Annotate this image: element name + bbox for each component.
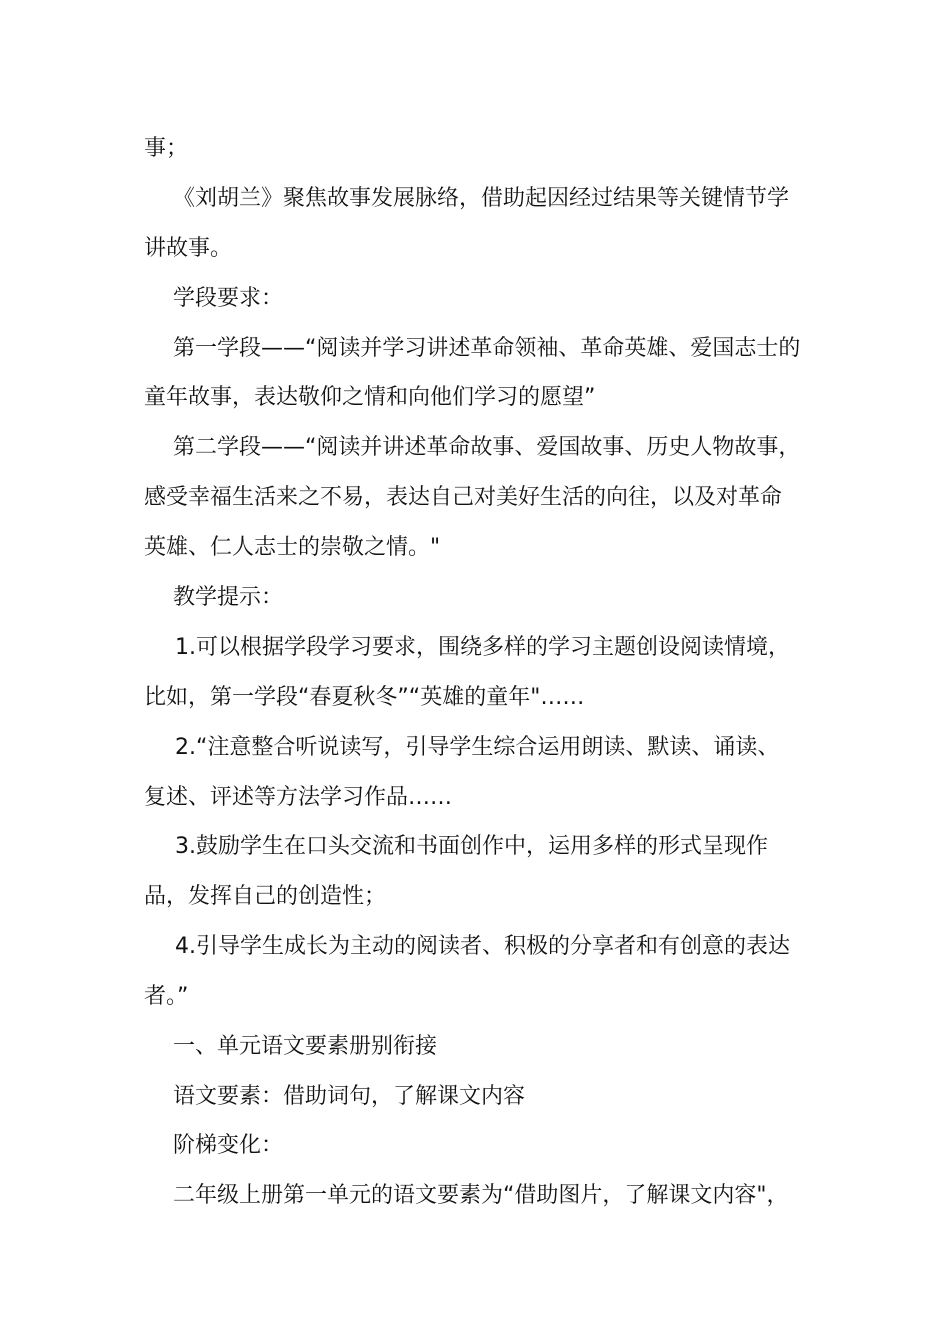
text-line: 比如，第一学段“春夏秋冬”“英雄的童年"…… — [144, 685, 585, 710]
paragraph-liuhulan: 《刘胡兰》聚焦故事发展脉络，借助起因经过结果等关键情节学 — [173, 186, 790, 211]
heading-ladder-change: 阶梯变化： — [173, 1133, 284, 1158]
paragraph-language-elements: 语文要素：借助词句，了解课文内容 — [173, 1084, 526, 1109]
text-line: 讲故事。 — [144, 236, 233, 261]
text-line: 感受幸福生活来之不易，表达自己对美好生活的向往，以及对革命 — [144, 485, 783, 510]
text-line: 童年故事，表达敬仰之情和向他们学习的愿望” — [144, 385, 596, 410]
text-line: 复述、评述等方法学习作品…… — [144, 785, 453, 810]
text-line: 者。” — [144, 984, 189, 1009]
paragraph-first-stage: 第一学段——“阅读并学习讲述革命领袖、革命英雄、爱国志士的 — [173, 336, 801, 361]
list-item-4: 4.引导学生成长为主动的阅读者、积极的分享者和有创意的表达 — [175, 934, 790, 959]
text-line: 品，发挥自己的创造性； — [144, 884, 387, 909]
text-line-continuation: 事； — [144, 136, 189, 161]
paragraph-grade-two: 二年级上册第一单元的语文要素为“借助图片，了解课文内容"， — [173, 1183, 789, 1208]
list-item-2: 2.“注意整合听说读写，引导学生综合运用朗读、默读、诵读、 — [175, 735, 780, 760]
list-item-3: 3.鼓励学生在口头交流和书面创作中，运用多样的形式呈现作 — [175, 834, 768, 859]
list-item-1: 1.可以根据学段学习要求，围绕多样的学习主题创设阅读情境， — [175, 635, 790, 660]
text-line: 英雄、仁人志士的崇敬之情。" — [144, 535, 441, 560]
heading-teaching-tips: 教学提示： — [173, 585, 284, 610]
paragraph-second-stage: 第二学段——“阅读并讲述革命故事、爱国故事、历史人物故事， — [173, 435, 801, 460]
heading-stage-requirements: 学段要求： — [173, 286, 284, 311]
section-heading-1: 一、单元语文要素册别衔接 — [173, 1034, 438, 1059]
